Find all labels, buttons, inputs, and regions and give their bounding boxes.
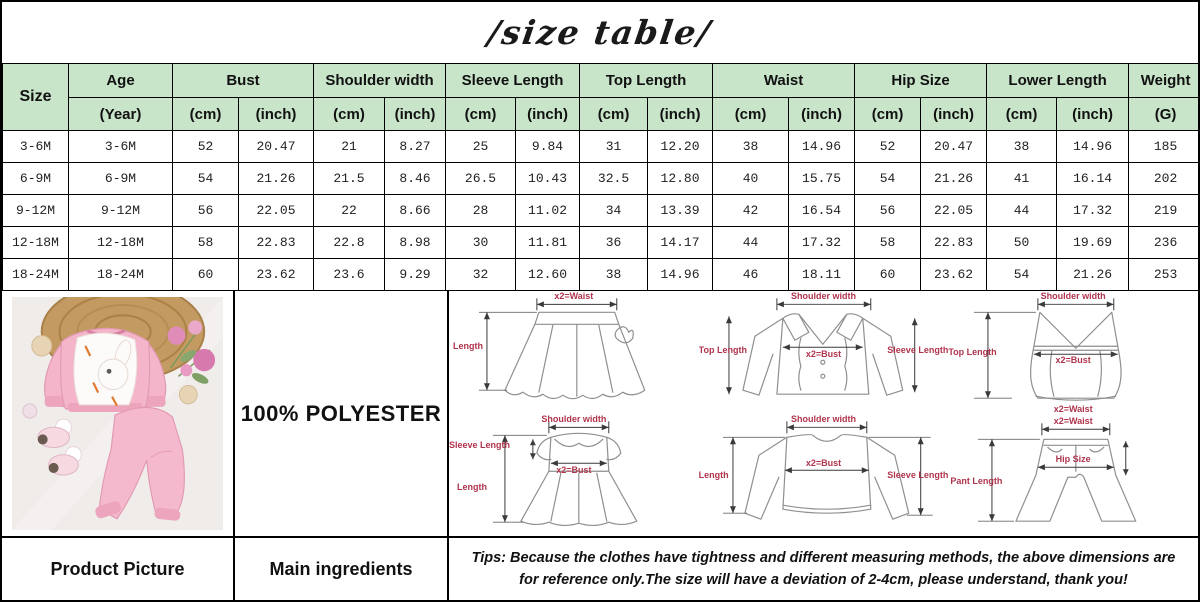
- product-picture-label: Product Picture: [2, 536, 233, 600]
- table-cell: 10.43: [516, 163, 580, 195]
- skirt-length-label: Length: [453, 341, 483, 351]
- diagram-vest: [948, 291, 1198, 414]
- table-cell: 52: [173, 131, 239, 163]
- skirt-drawing: [449, 291, 699, 414]
- diagram-sweater: [699, 414, 949, 537]
- table-cell: 32.5: [580, 163, 648, 195]
- header-inch: (inch): [789, 98, 855, 131]
- table-cell: 18.11: [789, 259, 855, 291]
- table-cell: 185: [1129, 131, 1200, 163]
- table-cell: 42: [713, 195, 789, 227]
- dress-shoulder-label: Shoulder width: [541, 413, 607, 424]
- table-cell: 8.46: [385, 163, 446, 195]
- header-age: Age: [69, 64, 173, 98]
- table-cell: 12.20: [648, 131, 713, 163]
- main-ingredients-column: [235, 291, 449, 600]
- header-inch: (inch): [385, 98, 446, 131]
- table-cell: 16.14: [1057, 163, 1129, 195]
- table-cell: 32: [446, 259, 516, 291]
- table-cell: 36: [580, 227, 648, 259]
- header-sub-row: [3, 98, 1200, 131]
- table-cell: 3-6M: [3, 131, 69, 163]
- sweater-bust-label: x2=Bust: [805, 457, 842, 468]
- table-cell: 14.96: [1057, 131, 1129, 163]
- table-cell: 22.83: [921, 227, 987, 259]
- product-photo-cell: [2, 291, 233, 536]
- table-cell: 21: [314, 131, 385, 163]
- table-cell: 21.5: [314, 163, 385, 195]
- table-cell: 9.84: [516, 131, 580, 163]
- table-cell: 46: [713, 259, 789, 291]
- table-cell: 6-9M: [3, 163, 69, 195]
- table-cell: 9-12M: [3, 195, 69, 227]
- table-cell: 58: [173, 227, 239, 259]
- table-cell: 56: [855, 195, 921, 227]
- vest-top-length-label: Top Length: [948, 347, 997, 357]
- table-cell: 38: [580, 259, 648, 291]
- table-cell: 236: [1129, 227, 1200, 259]
- table-cell: 13.39: [648, 195, 713, 227]
- table-cell: 58: [855, 227, 921, 259]
- table-cell: 14.96: [789, 131, 855, 163]
- table-cell: 31: [580, 131, 648, 163]
- table-cell: 26.5: [446, 163, 516, 195]
- header-group-row: [3, 64, 1200, 98]
- table-cell: 60: [855, 259, 921, 291]
- table-cell: 22.05: [921, 195, 987, 227]
- size-table-header: [3, 64, 1200, 131]
- header-cm: (cm): [314, 98, 385, 131]
- table-cell: 11.02: [516, 195, 580, 227]
- table-cell: 25: [446, 131, 516, 163]
- table-row: [3, 195, 1200, 227]
- table-cell: 202: [1129, 163, 1200, 195]
- header-inch: (inch): [1057, 98, 1129, 131]
- table-cell: 8.27: [385, 131, 446, 163]
- table-cell: 18-24M: [3, 259, 69, 291]
- header-lower-length: Lower Length: [987, 64, 1129, 98]
- material-text: 100% POLYESTER: [240, 400, 442, 426]
- material-cell: [235, 291, 447, 536]
- table-cell: 54: [855, 163, 921, 195]
- tips-text: [458, 538, 1190, 600]
- vest-shoulder-label: Shoulder width: [1040, 291, 1106, 301]
- table-cell: 21.26: [239, 163, 314, 195]
- diagrams-cell: [449, 291, 1198, 536]
- skirt-waist-label: x2=Waist: [554, 291, 594, 301]
- sweater-sleeve-label: Sleeve Length: [887, 469, 949, 480]
- jacket-top-length-label: Top Length: [698, 345, 747, 355]
- table-cell: 219: [1129, 195, 1200, 227]
- sweater-shoulder-label: Shoulder width: [790, 413, 856, 424]
- table-cell: 28: [446, 195, 516, 227]
- table-cell: 6-9M: [69, 163, 173, 195]
- table-cell: 20.47: [921, 131, 987, 163]
- table-cell: 8.98: [385, 227, 446, 259]
- table-cell: 56: [173, 195, 239, 227]
- table-cell: 19.69: [1057, 227, 1129, 259]
- table-cell: 253: [1129, 259, 1200, 291]
- table-cell: 60: [173, 259, 239, 291]
- header-cm: (cm): [987, 98, 1057, 131]
- table-cell: 38: [713, 131, 789, 163]
- table-cell: 12-18M: [3, 227, 69, 259]
- header-waist: Waist: [713, 64, 855, 98]
- table-cell: 9-12M: [69, 195, 173, 227]
- table-cell: 22.8: [314, 227, 385, 259]
- measurement-diagrams: [449, 291, 1198, 536]
- table-cell: 11.81: [516, 227, 580, 259]
- pants-length-label: Pant Length: [950, 475, 1003, 486]
- table-cell: 44: [987, 195, 1057, 227]
- header-cm: (cm): [580, 98, 648, 131]
- header-cm: (cm): [713, 98, 789, 131]
- table-cell: 12.80: [648, 163, 713, 195]
- header-hip-size: Hip Size: [855, 64, 987, 98]
- table-cell: 23.62: [239, 259, 314, 291]
- table-cell: 54: [173, 163, 239, 195]
- table-cell: 52: [855, 131, 921, 163]
- product-picture-column: [2, 291, 235, 600]
- title-band: [2, 2, 1198, 63]
- main-ingredients-label: Main ingredients: [235, 536, 447, 600]
- table-cell: 18-24M: [69, 259, 173, 291]
- product-photo: [2, 291, 233, 536]
- diagram-dress: [449, 414, 699, 537]
- tips-cell: [449, 536, 1198, 600]
- table-cell: 8.66: [385, 195, 446, 227]
- header-inch: (inch): [239, 98, 314, 131]
- header-top-length: Top Length: [580, 64, 713, 98]
- header-size: Size: [3, 64, 69, 131]
- table-cell: 15.75: [789, 163, 855, 195]
- header-cm: (cm): [855, 98, 921, 131]
- header-inch: (inch): [648, 98, 713, 131]
- table-cell: 9.29: [385, 259, 446, 291]
- table-cell: 20.47: [239, 131, 314, 163]
- dress-bust-label: x2=Bust: [556, 464, 592, 475]
- page-title: /size table/: [485, 13, 715, 52]
- tips-line-2: for reference only.The size will have a deviation of 2-4cm, please understand, thank you!: [519, 572, 1128, 588]
- header-weight: Weight: [1129, 64, 1200, 98]
- header-sleeve-length: Sleeve Length: [446, 64, 580, 98]
- table-cell: 22.05: [239, 195, 314, 227]
- header-inch: (inch): [516, 98, 580, 131]
- table-cell: 38: [987, 131, 1057, 163]
- size-table-body: [3, 131, 1200, 291]
- pants-waist-label: x2=Waist: [1053, 415, 1093, 426]
- jacket-shoulder-label: Shoulder width: [790, 291, 856, 301]
- table-cell: 12.60: [516, 259, 580, 291]
- diagram-jacket: [699, 291, 949, 414]
- table-cell: 14.96: [648, 259, 713, 291]
- diagram-skirt: [449, 291, 699, 414]
- vest-bust-label: x2=Bust: [1055, 355, 1091, 365]
- dress-length-label: Length: [457, 481, 487, 492]
- table-cell: 23.6: [314, 259, 385, 291]
- diagram-pants: [948, 414, 1198, 537]
- vest-waist-label: x2=Waist: [1053, 403, 1093, 414]
- bottom-section: [2, 291, 1198, 600]
- table-cell: 21.26: [921, 163, 987, 195]
- jacket-sleeve-label: Sleeve Length: [887, 345, 949, 355]
- table-row: [3, 227, 1200, 259]
- table-cell: 22: [314, 195, 385, 227]
- table-cell: 30: [446, 227, 516, 259]
- table-row: [3, 131, 1200, 163]
- table-cell: 14.17: [648, 227, 713, 259]
- table-cell: 17.32: [789, 227, 855, 259]
- header-inch: (inch): [921, 98, 987, 131]
- pants-hip-label: Hip Size: [1055, 453, 1091, 464]
- table-cell: 3-6M: [69, 131, 173, 163]
- table-cell: 12-18M: [69, 227, 173, 259]
- header-cm: (cm): [446, 98, 516, 131]
- header-bust: Bust: [173, 64, 314, 98]
- sweater-length-label: Length: [698, 469, 729, 480]
- table-cell: 44: [713, 227, 789, 259]
- product-photo-illustration: [12, 297, 223, 530]
- table-cell: 21.26: [1057, 259, 1129, 291]
- header-cm: (cm): [173, 98, 239, 131]
- header-shoulder-width: Shoulder width: [314, 64, 446, 98]
- header-weight-unit: (G): [1129, 98, 1200, 131]
- dress-drawing: [449, 414, 699, 537]
- table-cell: 22.83: [239, 227, 314, 259]
- table-cell: 41: [987, 163, 1057, 195]
- table-row: [3, 163, 1200, 195]
- table-cell: 23.62: [921, 259, 987, 291]
- jacket-bust-label: x2=Bust: [805, 349, 842, 359]
- table-cell: 34: [580, 195, 648, 227]
- table-cell: 50: [987, 227, 1057, 259]
- header-age-unit: (Year): [69, 98, 173, 131]
- diagrams-column: [449, 291, 1198, 600]
- tips-line-1: Tips: Because the clothes have tightness and different measuring methods, the above dimensions are: [471, 549, 1176, 566]
- table-cell: 54: [987, 259, 1057, 291]
- size-table: [2, 63, 1200, 291]
- table-cell: 17.32: [1057, 195, 1129, 227]
- table-cell: 40: [713, 163, 789, 195]
- table-row: [3, 259, 1200, 291]
- table-cell: 16.54: [789, 195, 855, 227]
- dress-sleeve-label: Sleeve Length: [449, 439, 511, 450]
